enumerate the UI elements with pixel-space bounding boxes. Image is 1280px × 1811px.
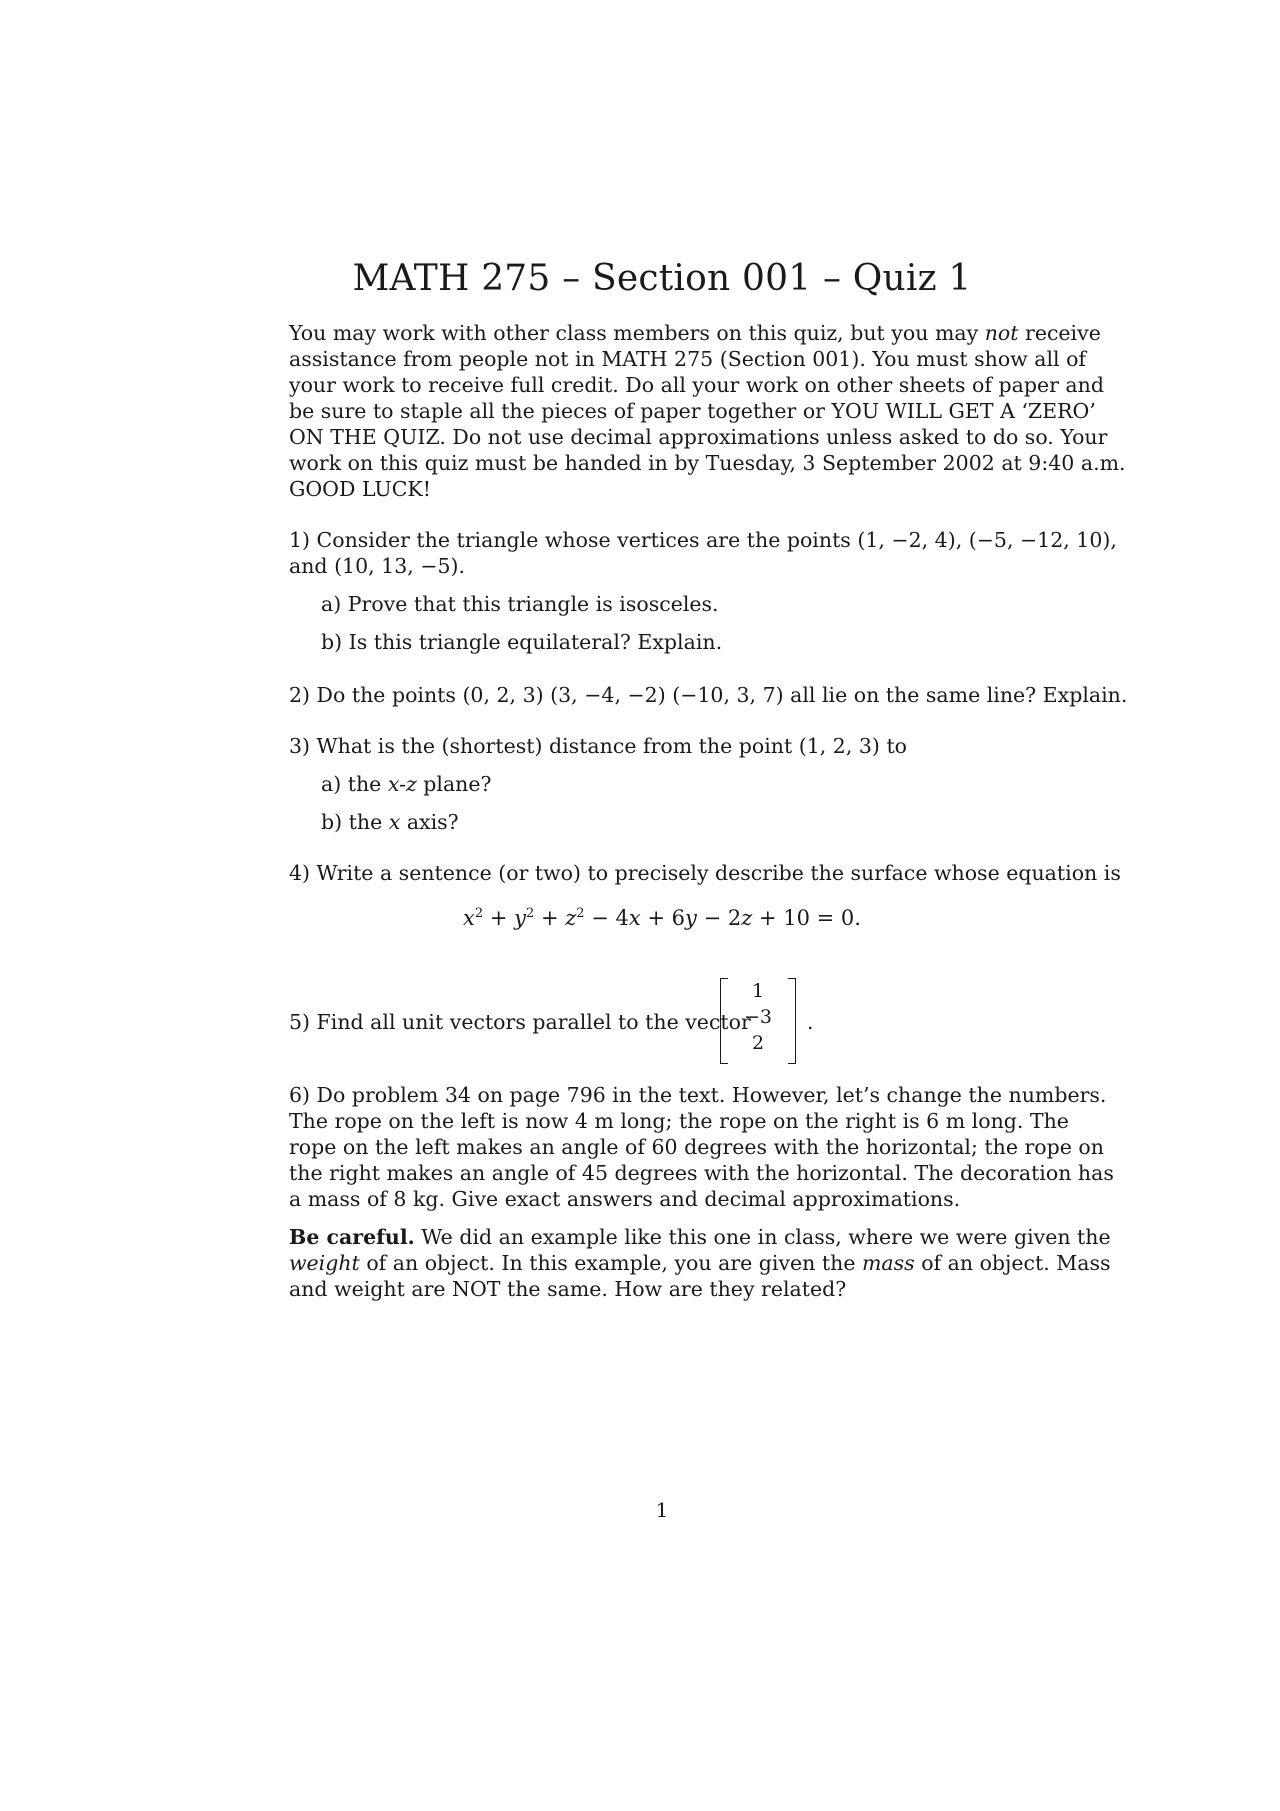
equation-operator: + (483, 906, 515, 930)
question-3b-text: axis? (400, 810, 459, 834)
question-6-line: rope on the left makes an angle of 60 degrees with the horizontal; the rope on (289, 1135, 1104, 1159)
question-3b (321, 810, 459, 834)
question-1b: b) Is this triangle equilateral? Explain. (321, 630, 723, 654)
equation-exponent: 2 (576, 906, 585, 921)
question-3 (289, 733, 1035, 759)
be-careful-text: of an object. Mass (914, 1251, 1111, 1275)
equation-term: z (565, 906, 577, 930)
question-3b-text: b) the (321, 810, 389, 834)
page-number: 1 (655, 1498, 669, 1522)
quiz-title: MATH 275 – Section 001 – Quiz 1 (352, 258, 972, 299)
question-5-period: . (807, 1010, 814, 1034)
instructions-line: be sure to staple all the pieces of paper together or YOU WILL GET A ‘ZERO’ (289, 399, 1096, 423)
instructions-line (289, 320, 1101, 346)
question-6-line: a mass of 8 kg. Give exact answers and decimal approximations. (289, 1187, 961, 1211)
question-1 (289, 527, 1117, 579)
question-3a-text: a) the (321, 772, 388, 796)
question-6 (289, 1082, 1114, 1212)
equation-operator: − 2 (696, 906, 742, 930)
sphere-equation (289, 906, 1035, 930)
be-careful-emphasis: weight (289, 1251, 360, 1275)
vector-entry: 2 (751, 1032, 765, 1054)
question-6-line: the right makes an angle of 45 degrees with the horizontal. The decoration has (289, 1161, 1114, 1185)
vector-entry: −3 (743, 1006, 772, 1028)
equation-term: z (741, 906, 753, 930)
equation-exponent: 2 (474, 906, 484, 921)
question-1a: a) Prove that this triangle is isosceles. (321, 592, 719, 616)
question-2 (289, 682, 1128, 708)
question-5-text: 5) Find all unit vectors parallel to the vector (289, 1010, 751, 1034)
equation-operator: − 4 (584, 906, 629, 930)
instructions-line: ON THE QUIZ. Do not use decimal approximations unless asked to do so. Your (289, 425, 1108, 449)
column-vector (720, 978, 796, 1066)
question-3a-text: plane? (416, 772, 492, 796)
instructions-line: work on this quiz must be handed in by Tuesday, 3 September 2002 at 9:40 a.m. (289, 451, 1126, 475)
equation-term: x (463, 906, 475, 930)
right-bracket (788, 978, 796, 1064)
equation-operator: + 6 (640, 906, 686, 930)
question-3a-variable: x-z (387, 772, 417, 796)
question-3b-variable: x (388, 810, 401, 834)
be-careful-line: and weight are NOT the same. How are they related? (289, 1277, 847, 1301)
be-careful-heading: Be careful. (289, 1225, 415, 1249)
instructions-paragraph (289, 320, 1126, 502)
vector-entry: 1 (751, 980, 765, 1002)
equation-operator: + (534, 906, 566, 930)
instructions-line: your work to receive full credit. Do all your work on other sheets of paper and (289, 373, 1104, 397)
be-careful-text: We did an example like this one in class, where we were given the (414, 1225, 1111, 1249)
equation-term: y (514, 906, 526, 930)
be-careful-text: of an object. In this example, you are given the (359, 1251, 862, 1275)
instructions-line: GOOD LUCK! (289, 477, 431, 501)
instructions-emphasis: not (984, 321, 1019, 345)
question-1-line: and (10, 13, −5). (289, 554, 466, 578)
question-3a (321, 772, 492, 796)
instructions-text: You may work with other class members on this quiz, but you may (289, 321, 985, 345)
question-4-line: 4) Write a sentence (or two) to precisely describe the surface whose equation is (289, 861, 1121, 885)
question-6-line: The rope on the left is now 4 m long; the rope on the right is 6 m long. The (289, 1109, 1069, 1133)
be-careful-paragraph (289, 1224, 1111, 1302)
question-1-line: 1) Consider the triangle whose vertices are the points (1, −2, 4), (−5, −12, 10), (289, 528, 1117, 552)
instructions-line: assistance from people not in MATH 275 (Section 001). You must show all of (289, 347, 1087, 371)
question-5 (289, 978, 1035, 1068)
be-careful-line (289, 1250, 1111, 1276)
question-2-line: 2) Do the points (0, 2, 3) (3, −4, −2) (−10, 3, 7) all lie on the same line? Explain. (289, 683, 1128, 707)
be-careful-line (289, 1224, 1111, 1250)
equation-exponent: 2 (525, 906, 535, 921)
equation-term: y (685, 906, 697, 930)
equation-term: x (628, 906, 641, 930)
equation-operator: + 10 = 0. (752, 906, 861, 930)
be-careful-emphasis: mass (861, 1251, 915, 1275)
question-6-line: 6) Do problem 34 on page 796 in the text. However, let’s change the numbers. (289, 1083, 1107, 1107)
question-4 (289, 860, 1121, 886)
question-3-line: 3) What is the (shortest) distance from the point (1, 2, 3) to (289, 734, 908, 758)
left-bracket (720, 978, 728, 1064)
instructions-text: receive (1018, 321, 1101, 345)
